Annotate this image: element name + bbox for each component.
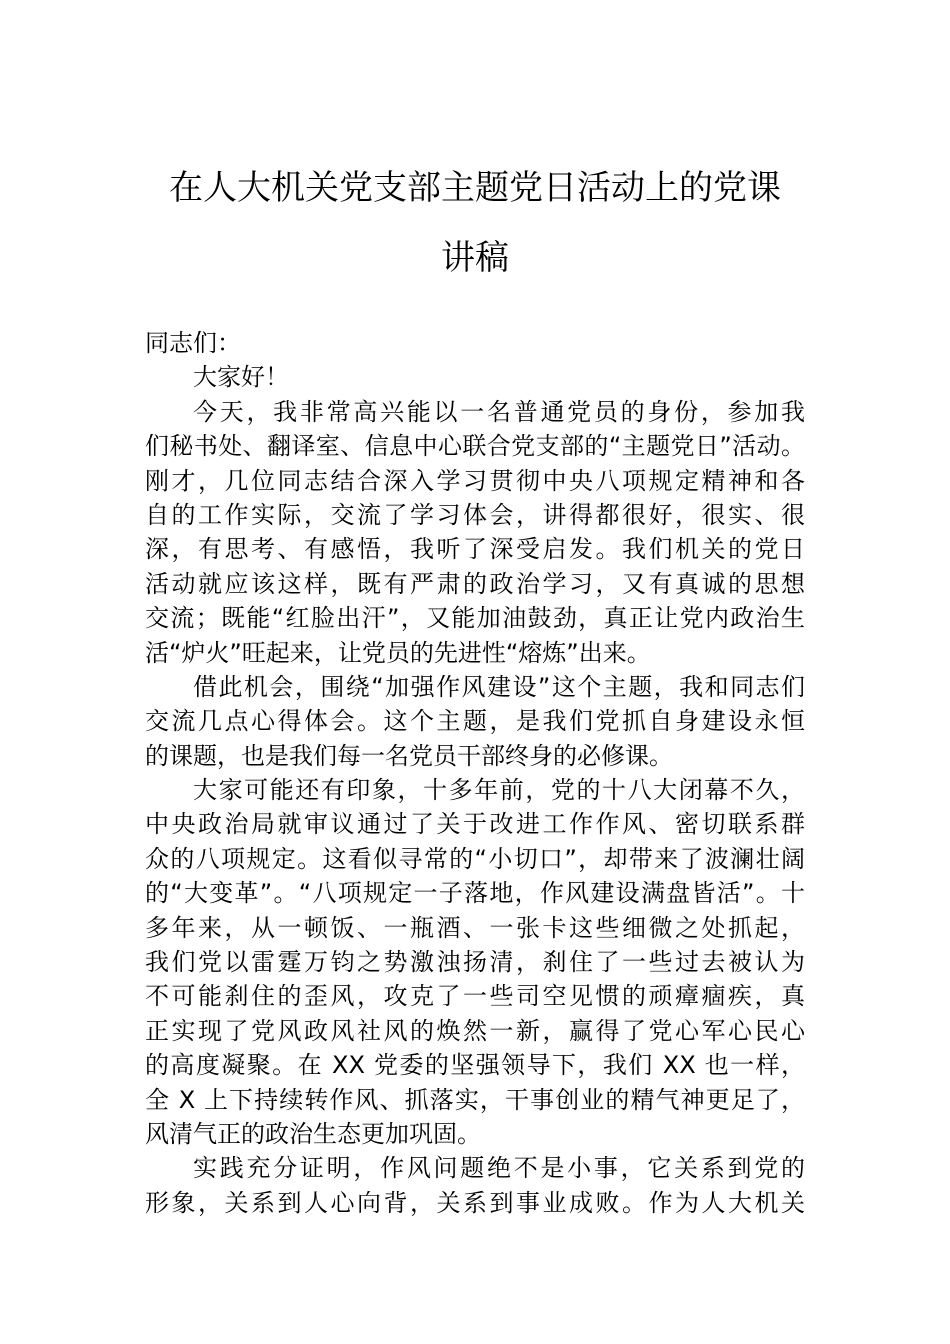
document-title-line-2: 讲稿 xyxy=(441,238,509,278)
paragraph-1-line: 今天，我非常高兴能以一名普通党员的身份，参加我 xyxy=(193,397,805,426)
paragraph-4-line: 形象，关系到人心向背，关系到事业成败。作为人大机关 xyxy=(145,1188,805,1217)
paragraph-3-line: 大家可能还有印象，十多年前，党的十八大闭幕不久， xyxy=(193,776,805,805)
paragraph-3-line: 全 X 上下持续转作风、抓落实，干事创业的精气神更足了， xyxy=(145,1085,805,1114)
paragraph-3-line: 的“大变革”。“八项规定一子落地，作风建设满盘皆活”。十 xyxy=(145,879,805,908)
paragraph-3-line: 中央政治局就审议通过了关于改进工作作风、密切联系群 xyxy=(145,810,805,839)
paragraph-1-line: 深，有思考、有感悟，我听了深受启发。我们机关的党日 xyxy=(145,535,805,564)
paragraph-2-line: 的课题，也是我们每一名党员干部终身的必修课。 xyxy=(145,741,673,770)
paragraph-3-line: 风清气正的政治生态更加巩固。 xyxy=(145,1119,481,1148)
paragraph-2-line: 交流几点心得体会。这个主题，是我们党抓自身建设永恒 xyxy=(145,707,805,736)
paragraph-1-line: 活“炉火”旺起来，让党员的先进性“熔炼”出来。 xyxy=(145,638,651,667)
paragraph-3-line: 多年来，从一顿饭、一瓶酒、一张卡这些细微之处抓起， xyxy=(145,913,805,942)
salutation: 同志们： xyxy=(145,329,241,357)
paragraph-1-line: 交流；既能“红脸出汗”，又能加油鼓劲，真正让党内政治生 xyxy=(145,604,805,633)
paragraph-3-line: 众的八项规定。这看似寻常的“小切口”，却带来了波澜壮阔 xyxy=(145,844,805,873)
paragraph-4-line: 实践充分证明，作风问题绝不是小事，它关系到党的 xyxy=(193,1154,805,1183)
document-title-line-1: 在人大机关党支部主题党日活动上的党课 xyxy=(169,168,781,208)
document-body xyxy=(145,326,805,1220)
paragraph-2-line: 借此机会，围绕“加强作风建设”这个主题，我和同志们 xyxy=(193,672,805,701)
paragraph-1-line: 们秘书处、翻译室、信息中心联合党支部的“主题党日”活动。 xyxy=(145,432,805,461)
paragraph-1-line: 自的工作实际，交流了学习体会，讲得都很好，很实、很 xyxy=(145,500,805,529)
paragraph-1-line: 活动就应该这样，既有严肃的政治学习，又有真诚的思想 xyxy=(145,569,805,598)
greeting: 大家好！ xyxy=(193,363,289,392)
paragraph-3-line: 不可能刹住的歪风，攻克了一些司空见惯的顽瘴痼疾，真 xyxy=(145,982,805,1011)
paragraph-1-line: 刚才，几位同志结合深入学习贯彻中央八项规定精神和各 xyxy=(145,466,805,495)
paragraph-3-line: 我们党以雷霆万钧之势激浊扬清，刹住了一些过去被认为 xyxy=(145,948,805,977)
paragraph-3-line: 的高度凝聚。在 XX 党委的坚强领导下，我们 XX 也一样， xyxy=(145,1051,805,1080)
paragraph-3-line: 正实现了党风政风社风的焕然一新，赢得了党心军心民心 xyxy=(145,1016,805,1045)
